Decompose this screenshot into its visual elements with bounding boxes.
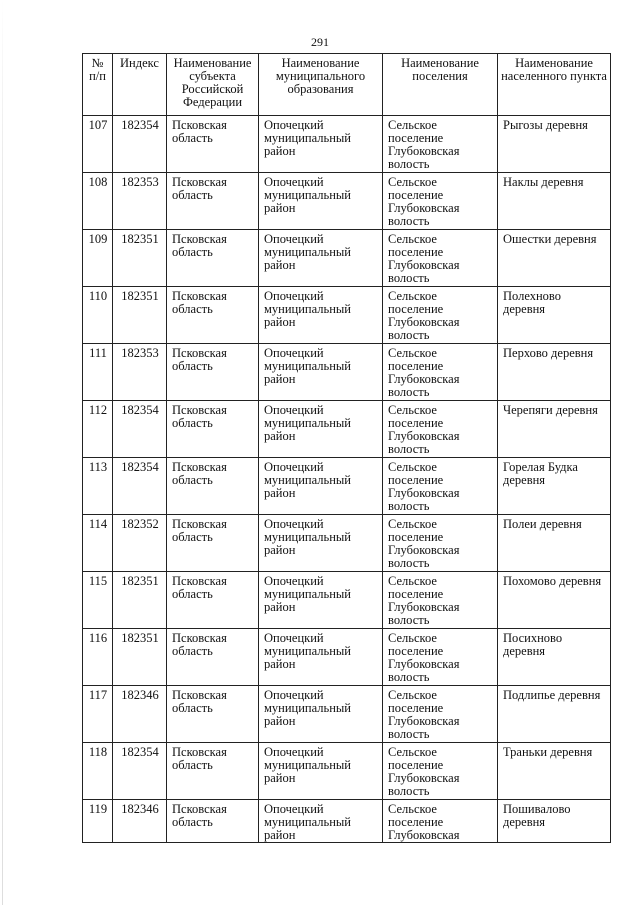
cell-locality: Пошивалово деревня — [498, 800, 611, 843]
cell-locality: Полехново деревня — [498, 287, 611, 344]
cell-settlement: Сельское поселение Глубоковская волость — [383, 458, 498, 515]
cell-settlement: Сельское поселение Глубоковская волость — [383, 629, 498, 686]
cell-subject: Псковская область — [167, 686, 259, 743]
cell-index: 182352 — [113, 515, 167, 572]
cell-index: 182346 — [113, 800, 167, 843]
cell-settlement: Сельское поселение Глубоковская волость — [383, 230, 498, 287]
cell-locality: Похомово деревня — [498, 572, 611, 629]
cell-subject: Псковская область — [167, 629, 259, 686]
header-index: Индекс — [113, 54, 167, 116]
cell-num: 118 — [83, 743, 113, 800]
table-row — [83, 686, 611, 743]
table-row — [83, 743, 611, 800]
cell-index: 182353 — [113, 173, 167, 230]
cell-subject: Псковская область — [167, 230, 259, 287]
cell-num: 110 — [83, 287, 113, 344]
table-row — [83, 515, 611, 572]
cell-settlement: Сельское поселение Глубоковская волость — [383, 686, 498, 743]
cell-settlement: Сельское поселение Глубоковская волость — [383, 743, 498, 800]
table-row — [83, 401, 611, 458]
locality-table — [82, 53, 611, 843]
cell-locality: Горелая Будка деревня — [498, 458, 611, 515]
cell-index: 182354 — [113, 401, 167, 458]
cell-num: 111 — [83, 344, 113, 401]
cell-num: 112 — [83, 401, 113, 458]
cell-municipality: Опочецкий муниципальный район — [259, 743, 383, 800]
header-subject: Наименование субъекта Российской Федерации — [167, 54, 259, 116]
header-num: № п/п — [83, 54, 113, 116]
cell-index: 182354 — [113, 743, 167, 800]
cell-index: 182346 — [113, 686, 167, 743]
cell-settlement: Сельское поселение Глубоковская волость — [383, 515, 498, 572]
table-row — [83, 287, 611, 344]
cell-subject: Псковская область — [167, 116, 259, 173]
cell-settlement: Сельское поселение Глубоковская волость — [383, 287, 498, 344]
cell-municipality: Опочецкий муниципальный район — [259, 116, 383, 173]
cell-municipality: Опочецкий муниципальный район — [259, 686, 383, 743]
table-row — [83, 116, 611, 173]
cell-index: 182354 — [113, 116, 167, 173]
cell-municipality: Опочецкий муниципальный район — [259, 287, 383, 344]
header-settlement: Наименование поселения — [383, 54, 498, 116]
cell-num: 107 — [83, 116, 113, 173]
cell-subject: Псковская область — [167, 173, 259, 230]
cell-index: 182351 — [113, 572, 167, 629]
cell-locality: Посихново деревня — [498, 629, 611, 686]
table-row — [83, 230, 611, 287]
cell-settlement: Сельское поселение Глубоковская волость — [383, 116, 498, 173]
cell-municipality: Опочецкий муниципальный район — [259, 515, 383, 572]
cell-num: 113 — [83, 458, 113, 515]
cell-num: 119 — [83, 800, 113, 843]
cell-municipality: Опочецкий муниципальный район — [259, 572, 383, 629]
cell-subject: Псковская область — [167, 287, 259, 344]
page-number: 291 — [311, 35, 329, 49]
cell-municipality: Опочецкий муниципальный район — [259, 629, 383, 686]
cell-subject: Псковская область — [167, 743, 259, 800]
cell-locality: Черепяги деревня — [498, 401, 611, 458]
cell-num: 116 — [83, 629, 113, 686]
cell-subject: Псковская область — [167, 458, 259, 515]
cell-municipality: Опочецкий муниципальный район — [259, 458, 383, 515]
cell-locality: Траньки деревня — [498, 743, 611, 800]
cell-municipality: Опочецкий муниципальный район — [259, 344, 383, 401]
cell-num: 108 — [83, 173, 113, 230]
cell-num: 117 — [83, 686, 113, 743]
cell-locality: Подлипье деревня — [498, 686, 611, 743]
cell-subject: Псковская область — [167, 572, 259, 629]
cell-locality: Перхово деревня — [498, 344, 611, 401]
cell-subject: Псковская область — [167, 401, 259, 458]
cell-locality: Наклы деревня — [498, 173, 611, 230]
cell-settlement: Сельское поселение Глубоковская волость — [383, 401, 498, 458]
cell-subject: Псковская область — [167, 515, 259, 572]
scan-edge — [2, 0, 3, 905]
cell-municipality: Опочецкий муниципальный район — [259, 173, 383, 230]
cell-locality: Рыгозы деревня — [498, 116, 611, 173]
cell-locality: Ошестки деревня — [498, 230, 611, 287]
table-row — [83, 572, 611, 629]
cell-index: 182353 — [113, 344, 167, 401]
cell-municipality: Опочецкий муниципальный район — [259, 800, 383, 843]
header-municipality: Наименование муниципального образования — [259, 54, 383, 116]
table-row — [83, 344, 611, 401]
table-row — [83, 800, 611, 843]
cell-num: 114 — [83, 515, 113, 572]
cell-num: 109 — [83, 230, 113, 287]
cell-municipality: Опочецкий муниципальный район — [259, 401, 383, 458]
cell-index: 182351 — [113, 629, 167, 686]
table-header-row — [83, 54, 611, 116]
cell-index: 182351 — [113, 230, 167, 287]
cell-settlement: Сельское поселение Глубоковская волость — [383, 344, 498, 401]
table-row — [83, 629, 611, 686]
cell-settlement: Сельское поселение Глубоковская — [383, 800, 498, 843]
cell-num: 115 — [83, 572, 113, 629]
cell-subject: Псковская область — [167, 800, 259, 843]
cell-municipality: Опочецкий муниципальный район — [259, 230, 383, 287]
header-locality: Наименование населенного пункта — [498, 54, 611, 116]
cell-locality: Полеи деревня — [498, 515, 611, 572]
table-row — [83, 173, 611, 230]
cell-index: 182351 — [113, 287, 167, 344]
cell-settlement: Сельское поселение Глубоковская волость — [383, 572, 498, 629]
cell-index: 182354 — [113, 458, 167, 515]
table-row — [83, 458, 611, 515]
cell-settlement: Сельское поселение Глубоковская волость — [383, 173, 498, 230]
cell-subject: Псковская область — [167, 344, 259, 401]
